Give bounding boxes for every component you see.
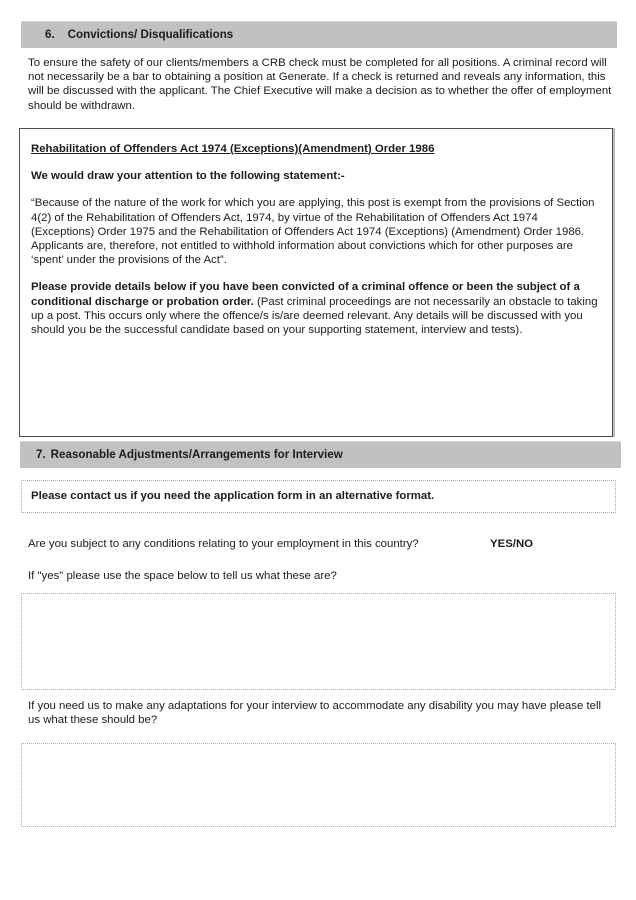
section-6-title: Convictions/ Disqualifications [67,27,234,41]
section-7-number: 7. [36,447,46,461]
rehab-details-regular-text: (Past criminal proceedings are not necessarily an obstacle to taking up a post. This occurs only where the offence/s is/are deemed relevant. Any details will be discussed with you should you be the successful candidate based on your supporting statement, interview and tests). [31,295,598,337]
conditions-hint: If "yes" please use the space below to tell us what these are? [28,570,337,582]
alternative-format-note [21,480,616,513]
section-7-header [20,441,621,468]
section-6-intro-paragraph: To ensure the safety of our clients/members a CRB check must be completed for all positions. A criminal record will not necessarily be a bar to obtaining a position at Generate. If a check is returned and reveals any information, this will be discussed with the applicant. The Chief Executive will make a decision as to whether the offer of employment should be withdrawn. [28,57,612,112]
rehab-details-paragraph [31,280,601,337]
rehab-statement-intro: We would draw your attention to the following statement:- [31,170,345,183]
conditions-details-field[interactable] [21,593,616,690]
section-7-title: Reasonable Adjustments/Arrangements for Interview [50,447,343,461]
yes-no-answer: YES/NO [490,538,534,550]
rehab-statement-paragraph: “Because of the nature of the work for which you are applying, this post is exempt from the provisions of Section 4(2) of the Rehabilitation of Offenders Act, 1974, by virtue of the Rehabilitation of Offenders Act 1974 (Exceptions) Order 1975 and the Rehabilitation of Offenders Act 1974 (Exceptions) (Amendment) Order 1986. Applicants are, therefore, not entitled to withhold information about convictions which for other purposes are ‘spent’ under the provisions of the Act”. [31,197,595,267]
alternative-format-note-text: Please contact us if you need the application form in an alternative format. [31,490,435,503]
rehab-details-bold-text: Please provide details below if you have been convicted of a criminal offence or been the subject of a conditional discharge or probation order. [31,281,580,308]
rehabilitation-box [19,128,613,437]
rehab-box-heading: Rehabilitation of Offenders Act 1974 (Exceptions)(Amendment) Order 1986 [31,143,435,155]
conditions-question: Are you subject to any conditions relating to your employment in this country? [28,538,419,550]
section-6-header [21,21,617,48]
adaptations-details-field[interactable] [21,743,616,827]
adaptations-question: If you need us to make any adaptations for your interview to accommodate any disability you may have please tell us what these should be? [28,700,602,727]
section-6-number: 6. [45,27,55,41]
